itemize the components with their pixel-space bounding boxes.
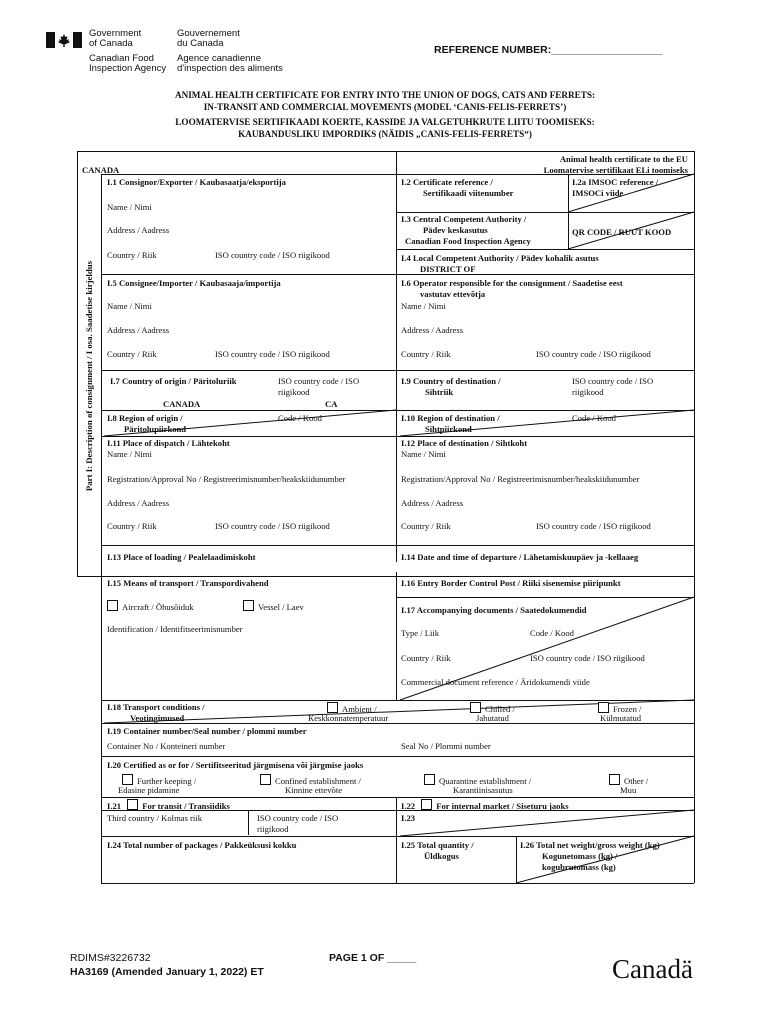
aircraft-checkbox[interactable] <box>107 600 118 611</box>
gov-fr-line1: Gouvernement <box>177 28 240 39</box>
i6-label-2: vastutav ettevõtja <box>420 289 486 299</box>
vessel-option[interactable] <box>243 600 304 612</box>
vessel-checkbox[interactable] <box>243 600 254 611</box>
chilled-label: Chilled / <box>485 704 515 714</box>
other-label-2: Muu <box>620 785 637 795</box>
frozen-label-2: Külmutatud <box>600 713 642 723</box>
i4-label: I.4 Local Competent Authority / Pädev kohalik asutus <box>401 253 599 263</box>
i12-country: Country / Riik <box>401 521 451 531</box>
i7-iso-2: riigikood <box>278 387 310 397</box>
quarantine-label: Quarantine establishment / <box>439 776 532 786</box>
other-label: Other / <box>624 776 649 786</box>
i11-registration: Registration/Approval No / Registreerimisnumber/heakskiidunumber <box>107 474 346 484</box>
i11-country: Country / Riik <box>107 521 157 531</box>
i16-label: I.16 Entry Border Control Post / Riiki sisenemise piiripunkt <box>401 578 621 588</box>
i22-option[interactable] <box>401 799 569 811</box>
title-line-2: IN-TRANSIT AND COMMERCIAL MOVEMENTS (MODEL ‘CANIS-FELIS-FERRETS’) <box>203 102 567 112</box>
i1-address: Address / Aadress <box>107 225 170 235</box>
i6-iso: ISO country code / ISO riigikood <box>536 349 651 359</box>
i24-label: I.24 Total number of packages / Pakkeüksusi kokku <box>107 840 297 850</box>
title-line-4: KAUBANDUSLIKU IMPORDIKS (NÄIDIS „CANIS-FELIS-FERRETS“) <box>238 129 532 139</box>
i26-label-3: kogubrutomass (kg) <box>542 862 616 872</box>
quarantine-label-2: Karantiinisasutus <box>453 785 513 795</box>
i1-country: Country / Riik <box>107 250 157 260</box>
frozen-label: Frozen / <box>613 704 642 714</box>
i22-number: I.22 <box>401 801 416 811</box>
i1-iso: ISO country code / ISO riigikood <box>215 250 330 260</box>
canada-wordmark-logo: Canadä <box>612 954 693 984</box>
i5-label: I.5 Consignee/Importer / Kaubasaaja/importija <box>107 278 281 288</box>
i12-iso: ISO country code / ISO riigikood <box>536 521 651 531</box>
i21-option[interactable] <box>107 799 230 811</box>
cert-type-line1: Animal health certificate to the EU <box>559 154 688 164</box>
i25-label-2: Üldkogus <box>424 851 459 861</box>
i1-label: I.1 Consignor/Exporter / Kaubasaatja/eksportija <box>107 177 286 187</box>
i2-label-1: I.2 Certificate reference / <box>401 177 493 187</box>
i26-label-1: I.26 Total net weight/gross weight (kg) <box>520 840 660 850</box>
i20-label: I.20 Certified as or for / Sertifitseeritud järgmisena või järgmise jaoks <box>107 760 364 770</box>
agency-en-line2: Inspection Agency <box>89 63 167 74</box>
seal-no: Seal No / Plommi number <box>401 741 491 751</box>
i12-address: Address / Aadress <box>401 498 464 508</box>
i21-number: I.21 <box>107 801 122 811</box>
qr-code-label: QR CODE / RUUT KOOD <box>572 227 672 237</box>
i17-iso: ISO country code / ISO riigikood <box>530 653 645 663</box>
i17-country: Country / Riik <box>401 653 451 663</box>
origin-country-value: CANADA <box>163 399 201 409</box>
i19-label: I.19 Container number/Seal number / plommi number <box>107 726 307 736</box>
confined-checkbox[interactable] <box>260 774 271 785</box>
chilled-label-2: Jahutatud <box>476 713 509 723</box>
page-number: PAGE 1 OF _____ <box>329 952 417 964</box>
i9-iso-1: ISO country code / ISO <box>572 376 654 386</box>
i18-label-1: I.18 Transport conditions / <box>107 702 205 712</box>
agency-en-line1: Canadian Food <box>89 53 154 64</box>
i12-registration: Registration/Approval No / Registreerimisnumber/heakskiidunumber <box>401 474 640 484</box>
i9-iso-2: riigikood <box>572 387 604 397</box>
i3-label-2: Pädev keskasutus <box>423 225 488 235</box>
i23-label: I.23 <box>401 813 416 823</box>
i25-label-1: I.25 Total quantity / <box>401 840 474 850</box>
vessel-label: Vessel / Laev <box>258 602 304 612</box>
aircraft-label: Aircraft / Õhusõiduk <box>122 602 194 612</box>
i8-label-1: I.8 Region of origin / <box>107 413 183 423</box>
container-no: Container No / Konteineri number <box>107 741 226 751</box>
quarantine-checkbox[interactable] <box>424 774 435 785</box>
i1-name: Name / Nimi <box>107 202 152 212</box>
i6-address: Address / Aadress <box>401 325 464 335</box>
i17-type: Type / Liik <box>401 628 440 638</box>
i3-authority: Canadian Food Inspection Agency <box>405 236 531 246</box>
i10-label-2: Sihtpiirkond <box>425 424 472 434</box>
i12-name: Name / Nimi <box>401 449 446 459</box>
i13-label: I.13 Place of loading / Pealelaadimiskoht <box>107 552 256 562</box>
i11-label: I.11 Place of dispatch / Lähtekoht <box>107 438 230 448</box>
i12-label: I.12 Place of destination / Sihtkoht <box>401 438 528 448</box>
gov-en-line2: of Canada <box>89 38 133 49</box>
origin-iso-value: CA <box>325 399 338 409</box>
country-label: CANADA <box>82 165 120 175</box>
i21-iso-1: ISO country code / ISO <box>257 813 339 823</box>
agency-fr-line1: Agence canadienne <box>177 53 261 64</box>
title-line-1: ANIMAL HEALTH CERTIFICATE FOR ENTRY INTO THE UNION OF DOGS, CATS AND FERRETS: <box>174 90 596 100</box>
form-code: HA3169 (Amended January 1, 2022) ET <box>70 966 264 978</box>
internal-market-checkbox[interactable] <box>421 799 432 810</box>
third-country: Third country / Kolmas riik <box>107 813 202 823</box>
gov-fr-line2: du Canada <box>177 38 224 49</box>
further-keeping-checkbox[interactable] <box>122 774 133 785</box>
i6-label-1: I.6 Operator responsible for the consignment / Saadetise eest <box>401 278 623 288</box>
i5-address: Address / Aadress <box>107 325 170 335</box>
i5-iso: ISO country code / ISO riigikood <box>215 349 330 359</box>
i8-code: Code / Kood <box>278 413 322 423</box>
i18-label-2: Veotingimused <box>130 713 185 723</box>
i5-name: Name / Nimi <box>107 301 152 311</box>
i15-identification: Identification / Identifitseerimisnumber <box>107 624 243 634</box>
i17-code: Code / Kood <box>530 628 574 638</box>
i10-label-1: I.10 Region of destination / <box>401 413 500 423</box>
reference-number-label: REFERENCE NUMBER:___________________ <box>434 44 663 56</box>
i2a-label-1: I.2a IMSOC reference / <box>572 177 659 187</box>
ambient-label-2: Keskkonnatemperatuur <box>308 713 389 723</box>
agency-fr-line2: d'inspection des aliments <box>177 63 283 74</box>
chilled-checkbox[interactable] <box>470 702 481 713</box>
i2-label-2: Sertifikaadi viitenumber <box>423 188 514 198</box>
rdims-number: RDIMS#3226732 <box>70 952 151 964</box>
transit-label: For transit / Transiidiks <box>142 801 230 811</box>
i17-label: I.17 Accompanying documents / Saatedokumendid <box>401 605 587 615</box>
i11-name: Name / Nimi <box>107 449 152 459</box>
i9-label-2: Sihtriik <box>425 387 454 397</box>
ambient-checkbox[interactable] <box>327 702 338 713</box>
i7-iso-1: ISO country code / ISO <box>278 376 360 386</box>
i17-commercial: Commercial document reference / Äridokumendi viide <box>401 677 590 687</box>
transit-checkbox[interactable] <box>127 799 138 810</box>
i2a-label-2: IMSOCi viide <box>572 188 624 198</box>
further-keeping-label: Further keeping / <box>137 776 197 786</box>
i15-label: I.15 Means of transport / Transpordivahend <box>107 578 269 588</box>
side-label: Part I: Description of consignment / I osa. Saadetise kirjeldus <box>84 260 94 492</box>
i9-label-1: I.9 Country of destination / <box>401 376 501 386</box>
i6-name: Name / Nimi <box>401 301 446 311</box>
gov-en-line1: Government <box>89 28 142 39</box>
ambient-label: Ambient / <box>342 704 377 714</box>
cert-type-line2: Loomatervise sertifikaat ELi toomiseks <box>543 165 688 175</box>
i5-country: Country / Riik <box>107 349 157 359</box>
i3-label-1: I.3 Central Competent Authority / <box>401 214 527 224</box>
other-checkbox[interactable] <box>609 774 620 785</box>
i7-label: I.7 Country of origin / Päritoluriik <box>110 376 237 386</box>
i10-code: Code / Kood <box>572 413 616 423</box>
aircraft-option[interactable] <box>107 600 194 612</box>
i11-address: Address / Aadress <box>107 498 170 508</box>
i4-district: DISTRICT OF <box>420 264 476 274</box>
internal-market-label: For internal market / Siseturu jaoks <box>436 801 569 811</box>
title-line-3: LOOMATERVISE SERTIFIKAADI KOERTE, KASSIDE JA VALGETUHKRUTE LIITU TOOMISEKS: <box>175 117 595 127</box>
confined-label-2: Kinnine ettevõte <box>285 785 343 795</box>
i21-iso-2: riigikood <box>257 824 289 834</box>
i14-label: I.14 Date and time of departure / Lähetamiskuupäev ja -kellaaeg <box>401 552 639 562</box>
i8-label-2: Päritolupiirkond <box>124 424 187 434</box>
confined-label: Confined establishment / <box>275 776 361 786</box>
i11-iso: ISO country code / ISO riigikood <box>215 521 330 531</box>
further-keeping-label-2: Edasine pidamine <box>118 785 180 795</box>
i6-country: Country / Riik <box>401 349 451 359</box>
frozen-checkbox[interactable] <box>598 702 609 713</box>
i26-label-2: Kogunetomass (kg) / <box>542 851 618 861</box>
